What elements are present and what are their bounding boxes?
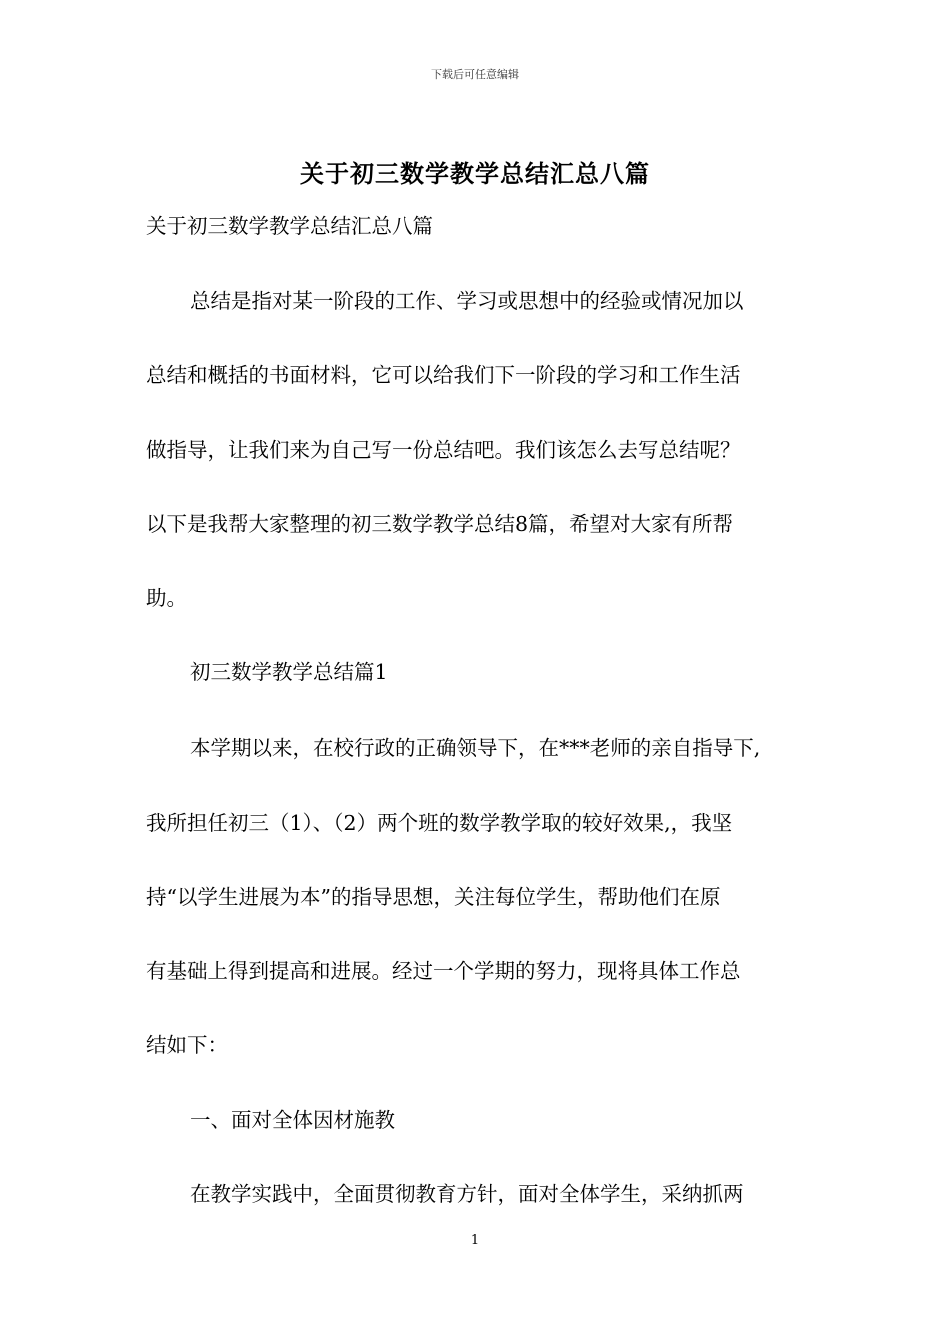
subtitle-line: 关于初三数学教学总结汇总八篇	[146, 214, 433, 238]
paragraph-line: 有基础上得到提高和进展。经过一个学期的努力，现将具体工作总	[146, 959, 741, 983]
section-heading: 初三数学教学总结篇1	[190, 660, 388, 684]
page-number: 1	[470, 1233, 480, 1248]
paragraph-line: 本学期以来，在校行政的正确领导下，在***老师的亲自指导下,	[190, 736, 761, 760]
document-title: 关于初三数学教学总结汇总八篇	[300, 159, 650, 188]
paragraph-line: 在教学实践中，全面贯彻教育方针，面对全体学生，采纳抓两	[190, 1182, 744, 1206]
paragraph-line: 做指导，让我们来为自己写一份总结吧。我们该怎么去写总结呢？	[146, 438, 741, 462]
paragraph-line: 以下是我帮大家整理的初三数学教学总结8篇，希望对大家有所帮	[146, 512, 734, 536]
paragraph-line: 助。	[146, 586, 187, 610]
header-note: 下载后可任意编辑	[431, 68, 519, 81]
paragraph-line: 总结和概括的书面材料，它可以给我们下一阶段的学习和工作生活	[146, 363, 741, 387]
paragraph-line: 总结是指对某一阶段的工作、学习或思想中的经验或情况加以	[190, 289, 744, 313]
paragraph-line: 我所担任初三（1）、（2）两个班的数学教学取的较好效果,，我坚	[146, 811, 733, 835]
section-heading: 一、面对全体因材施教	[190, 1108, 395, 1132]
paragraph-line: 结如下：	[146, 1033, 228, 1057]
paragraph-line: 持“以学生进展为本”的指导思想，关注每位学生，帮助他们在原	[146, 885, 721, 909]
